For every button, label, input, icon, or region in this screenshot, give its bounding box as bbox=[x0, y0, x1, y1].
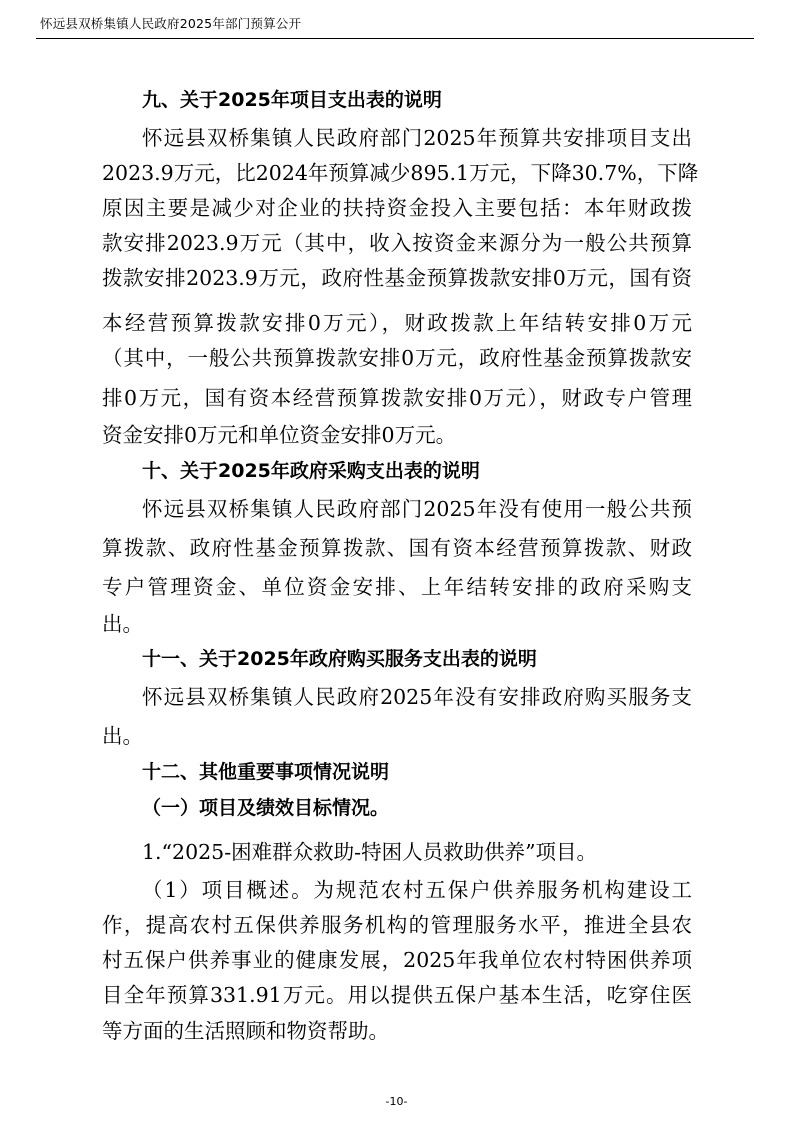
paragraph-line: 款安排2023.9万元（其中，收入按资金来源分为一般公共预算 bbox=[102, 231, 692, 255]
section-heading-9: 九、关于2025年项目支出表的说明 bbox=[142, 89, 442, 111]
paragraph-line: 2023.9万元，比2024年预算减少895.1万元，下降30.7%，下降 bbox=[102, 161, 699, 185]
paragraph-line: 目全年预算331.91万元。用以提供五保户基本生活，吃穿住医 bbox=[102, 983, 692, 1007]
header-divider bbox=[36, 38, 754, 39]
section-heading-12: 十二、其他重要事项情况说明 bbox=[142, 761, 390, 783]
paragraph-line: 原因主要是减少对企业的扶持资金投入主要包括：本年财政拨 bbox=[102, 196, 692, 220]
item-title: 1.“2025-困难群众救助-特困人员救助供养”项目。 bbox=[142, 840, 598, 864]
paragraph-line: 资金安排0万元和单位资金安排0万元。 bbox=[102, 423, 457, 447]
paragraph-line: 作，提高农村五保供养服务机构的管理服务水平，推进全县农 bbox=[102, 913, 692, 937]
paragraph-line: （其中，一般公共预算拨款安排0万元，政府性基金预算拨款安 bbox=[102, 346, 692, 370]
paragraph-line: 本经营预算拨款安排0万元），财政拨款上年结转安排0万元 bbox=[102, 311, 692, 335]
paragraph-line: 怀远县双桥集镇人民政府部门2025年没有使用一般公共预 bbox=[142, 497, 692, 521]
paragraph-line: 拨款安排2023.9万元，政府性基金预算拨款安排0万元，国有资 bbox=[102, 266, 692, 290]
paragraph-line: 怀远县双桥集镇人民政府部门2025年预算共安排项目支出 bbox=[142, 126, 692, 150]
paragraph-line: 算拨款、政府性基金预算拨款、国有资本经营预算拨款、财政 bbox=[102, 536, 692, 560]
paragraph-line: 等方面的生活照顾和物资帮助。 bbox=[102, 1019, 389, 1043]
paragraph-line: 排0万元，国有资本经营预算拨款安排0万元），财政专户管理 bbox=[102, 386, 692, 410]
paragraph-line: （1）项目概述。为规范农村五保户供养服务机构建设工 bbox=[142, 878, 692, 902]
page-header-title: 怀远县双桥集镇人民政府2025年部门预算公开 bbox=[40, 16, 302, 31]
paragraph-line: 怀远县双桥集镇人民政府2025年没有安排政府购买服务支 bbox=[142, 685, 692, 709]
paragraph-line: 村五保户供养事业的健康发展，2025年我单位农村特困供养项 bbox=[102, 948, 692, 972]
paragraph-line: 出。 bbox=[102, 724, 143, 748]
page-number: -10- bbox=[385, 1095, 408, 1108]
section-heading-10: 十、关于2025年政府采购支出表的说明 bbox=[142, 460, 480, 482]
subsection-heading: （一）项目及绩效目标情况。 bbox=[142, 797, 390, 819]
section-heading-11: 十一、关于2025年政府购买服务支出表的说明 bbox=[142, 648, 537, 670]
paragraph-line: 出。 bbox=[102, 612, 143, 636]
paragraph-line: 专户管理资金、单位资金安排、上年结转安排的政府采购支 bbox=[102, 575, 692, 599]
